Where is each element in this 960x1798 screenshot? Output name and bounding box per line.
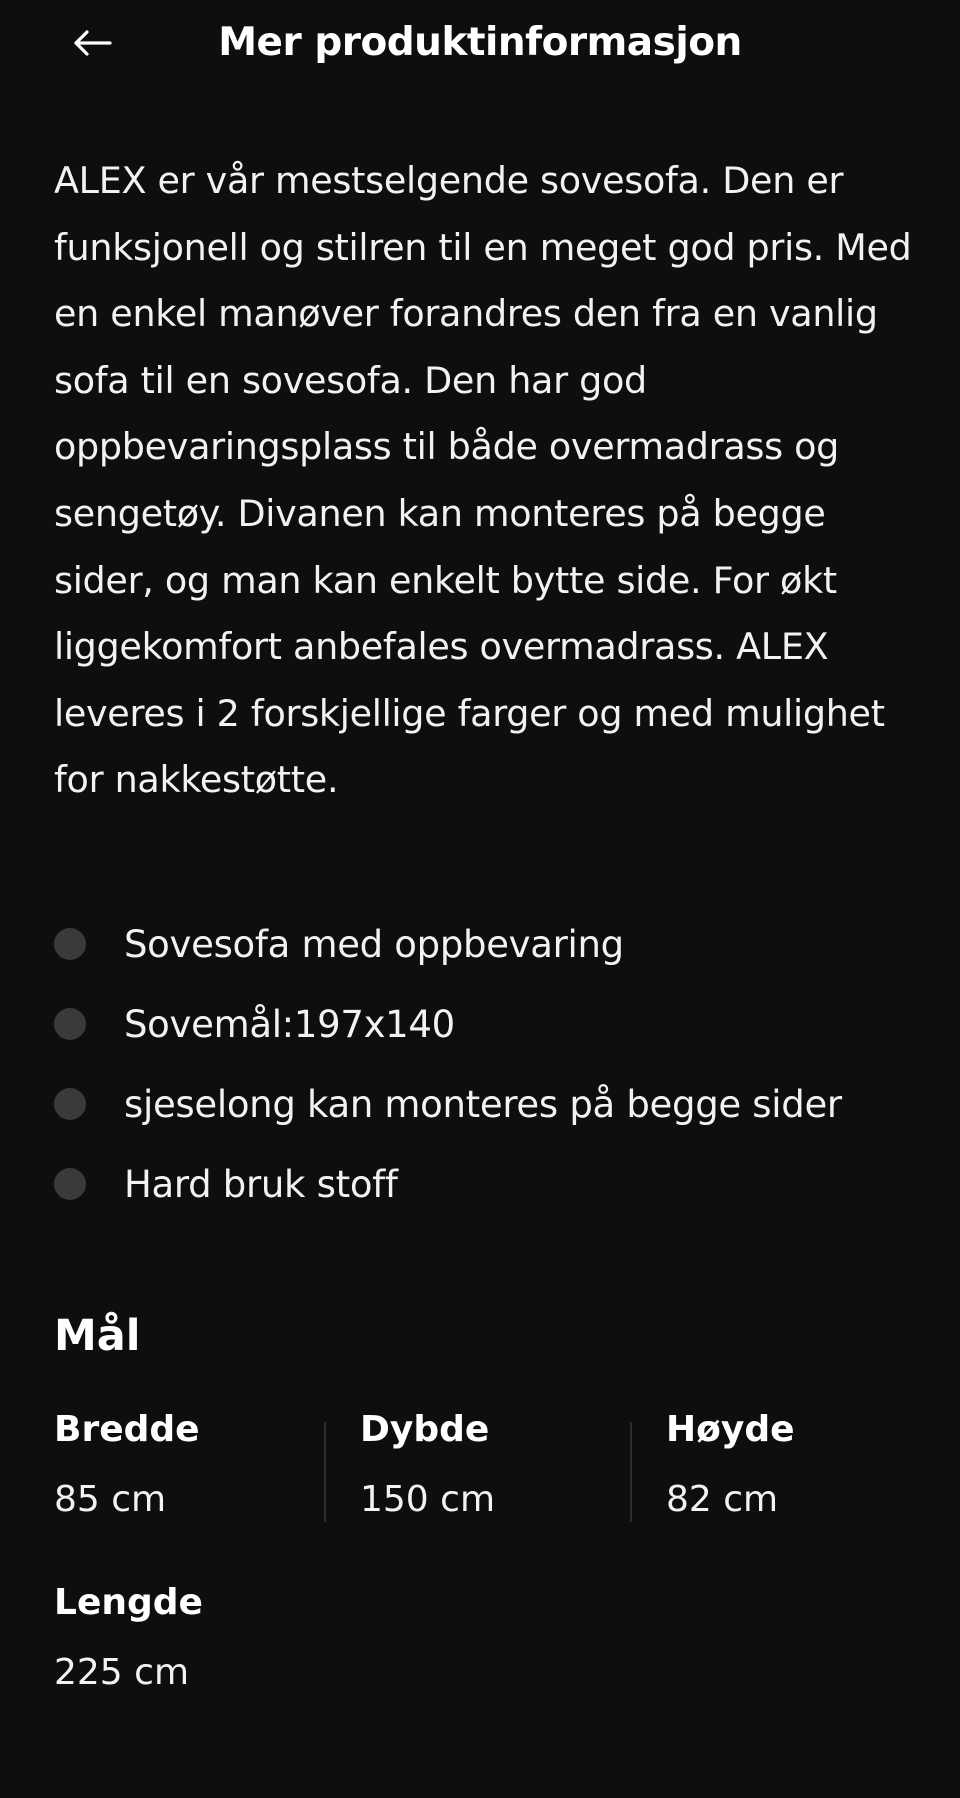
top-bar [0,0,960,90]
feature-text: Hard bruk stoff [124,1162,398,1206]
dimension-label: Dybde [360,1409,490,1450]
feature-list [54,904,934,1224]
product-description: ALEX er vår mestselgende sovesofa. Den er funksjonell og stilren til en meget god pris. Med en enkel manøver forandres den fra en vanlig sofa til en sovesofa. Den har god oppbevaringsplass til både overmadrass og sengetøy. Divanen kan monteres på begge sider, og man kan enkelt bytte side. For økt liggekomfort anbefales overmadrass. ALEX leveres i 2 forskjellige farger og med mulighet for nakkestøtte. [54,159,912,802]
column-divider [630,1422,632,1522]
dimension-value: 85 cm [54,1479,167,1520]
bullet-icon [54,1088,86,1120]
dimension-label: Bredde [54,1409,200,1450]
page-title: Mer produktinformasjon [218,20,742,65]
dimension-label: Lengde [54,1582,203,1623]
dimension-value: 225 cm [54,1652,190,1693]
feature-text: Sovemål:197x140 [124,1002,455,1046]
feature-text: sjeselong kan monteres på begge sider [124,1082,842,1126]
feature-item [54,904,934,984]
dimensions-grid-row-2 [54,1575,924,1705]
feature-item [54,1144,934,1224]
dimension-depth [360,1402,620,1528]
dimension-value: 82 cm [666,1479,779,1520]
dimensions-heading: Mål [54,1311,141,1361]
dimension-value: 150 cm [360,1479,496,1520]
dimension-label: Høyde [666,1409,795,1450]
bullet-icon [54,1008,86,1040]
dimension-width [54,1402,314,1528]
feature-item [54,984,934,1064]
feature-item [54,1064,934,1144]
bullet-icon [54,1168,86,1200]
bullet-icon [54,928,86,960]
dimension-length [54,1575,314,1701]
dimensions-grid [54,1402,924,1532]
dimension-height [666,1402,926,1528]
feature-text: Sovesofa med oppbevaring [124,922,624,966]
column-divider [324,1422,326,1522]
